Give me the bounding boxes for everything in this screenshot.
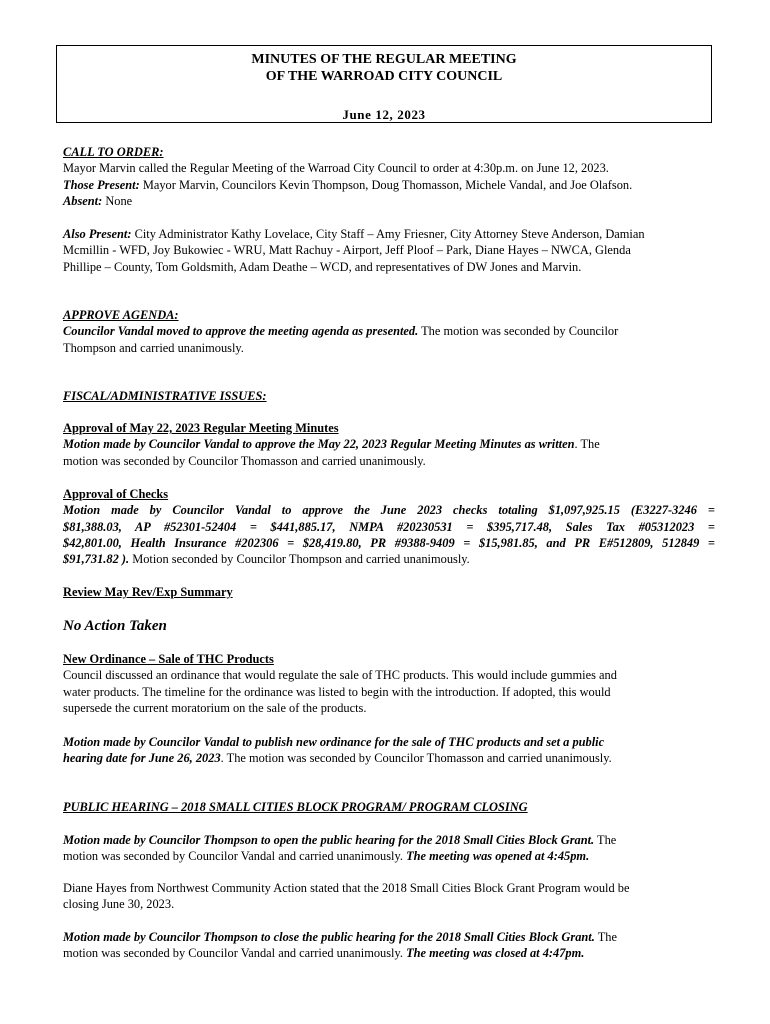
absent-line bbox=[63, 193, 715, 209]
minutes-approval-section bbox=[63, 420, 715, 469]
approve-agenda-line-2: Thompson and carried unanimously. bbox=[63, 340, 244, 355]
title-line-2: OF THE WARROAD CITY COUNCIL bbox=[265, 69, 503, 84]
minutes-approval-motion: Motion made by Councilor Vandal to approve the May 22, 2023 Regular Meeting Minutes as written bbox=[63, 437, 575, 452]
fiscal-heading: FISCAL/ADMINISTRATIVE ISSUES: bbox=[63, 389, 267, 403]
fiscal-heading-block bbox=[63, 388, 715, 404]
no-action-block bbox=[63, 617, 715, 635]
thc-ordinance-line-2: water products. The timeline for the ordinance was listed to begin with the introduction. If adopted, this would bbox=[63, 684, 611, 699]
call-to-order-text: Mayor Marvin called the Regular Meeting of the Warroad City Council to order at 4:30p.m. on June 12, 2023. bbox=[63, 161, 609, 176]
hearing-open-rest-2: motion was seconded by Councilor Vandal and carried unanimously. bbox=[63, 849, 407, 864]
also-present-section bbox=[63, 226, 715, 275]
those-present-text: Mayor Marvin, Councilors Kevin Thompson, Doug Thomasson, Michele Vandal, and Joe Olafson. bbox=[139, 177, 633, 192]
absent-label: Absent: bbox=[63, 193, 103, 208]
title-line-1: MINUTES OF THE REGULAR MEETING bbox=[251, 52, 517, 67]
also-present-line-3: Phillipe – County, Tom Goldsmith, Adam Deathe – WCD, and representatives of DW Jones and Marvin. bbox=[63, 259, 582, 274]
hearing-close-section bbox=[63, 929, 715, 962]
thc-motion-line-1: Motion made by Councilor Vandal to publish new ordinance for the sale of THC products and set a public bbox=[63, 735, 605, 749]
checks-motion-line-3: $42,801.00, Health Insurance #202306 = $28,419.80, PR #9388-9409 = $15,981.85, and PR E#512809, 512849 = bbox=[63, 535, 715, 550]
thc-motion-line-2 bbox=[63, 750, 715, 766]
thc-motion-rest: . The motion was seconded by Councilor Thomasson and carried unanimously. bbox=[220, 751, 612, 766]
hearing-close-time: The meeting was closed at 4:47pm. bbox=[406, 946, 585, 961]
also-present-line-2: Mcmillin - WFD, Joy Bukowiec - WRU, Matt Rachuy - Airport, Jeff Ploof – Park, Diane Hayes – NWCA, Glenda bbox=[63, 243, 631, 258]
minutes-header-box bbox=[56, 45, 712, 123]
hearing-open-line-2 bbox=[63, 848, 715, 864]
hearing-open-rest-1: The bbox=[594, 833, 617, 847]
also-present-text-1: City Administrator Kathy Lovelace, City Staff – Amy Friesner, City Attorney Steve Anderson, Damian bbox=[131, 227, 645, 241]
hearing-open-section bbox=[63, 832, 715, 865]
checks-motion-line-4 bbox=[63, 551, 715, 567]
approve-agenda-motion: Councilor Vandal moved to approve the meeting agenda as presented. bbox=[63, 324, 419, 339]
those-present-label: Those Present: bbox=[63, 177, 140, 192]
thc-motion-date: hearing date for June 26, 2023 bbox=[63, 751, 221, 766]
approve-agenda-heading: APPROVE AGENDA: bbox=[63, 308, 179, 322]
hearing-open-line-1 bbox=[63, 832, 715, 848]
also-present-line-1 bbox=[63, 226, 715, 242]
those-present-line bbox=[63, 177, 715, 193]
hearing-close-rest-2: motion was seconded by Councilor Vandal and carried unanimously. bbox=[63, 946, 407, 961]
checks-motion-line-2: $81,388.03, AP #52301-52404 = $441,885.17, NMPA #20230531 = $395,717.48, Sales Tax #05312023 = bbox=[63, 519, 715, 534]
checks-approval-heading: Approval of Checks bbox=[63, 487, 169, 501]
minutes-approval-line-2: motion was seconded by Councilor Thomasson and carried unanimously. bbox=[63, 453, 426, 468]
checks-approval-section bbox=[63, 486, 715, 567]
hearing-close-line-2 bbox=[63, 945, 715, 961]
also-present-label: Also Present: bbox=[63, 227, 132, 241]
checks-motion-line-1: Motion made by Councilor Vandal to approve the June 2023 checks totaling $1,097,925.15 (E3227-3246 = bbox=[63, 503, 715, 518]
approve-agenda-rest-1: The motion was seconded by Councilor bbox=[418, 324, 619, 339]
thc-ordinance-heading: New Ordinance – Sale of THC Products bbox=[63, 652, 274, 666]
hearing-close-motion: Motion made by Councilor Thompson to close the public hearing for the 2018 Small Cities Block Grant. bbox=[63, 930, 595, 944]
public-hearing-heading-block bbox=[63, 799, 715, 815]
meeting-date: June 12, 2023 bbox=[342, 107, 426, 122]
thc-ordinance-section bbox=[63, 651, 715, 716]
hearing-open-time: The meeting was opened at 4:45pm. bbox=[406, 849, 590, 864]
approve-agenda-line-1 bbox=[63, 323, 715, 339]
hearing-close-line-1 bbox=[63, 929, 715, 945]
hearing-close-rest-1: The bbox=[594, 930, 617, 944]
thc-ordinance-line-1: Council discussed an ordinance that would regulate the sale of THC products. This would include gummies and bbox=[63, 668, 617, 683]
no-action-text: No Action Taken bbox=[63, 618, 167, 634]
thc-motion-section bbox=[63, 734, 715, 767]
thc-ordinance-line-3: supersede the current moratorium on the sale of the products. bbox=[63, 700, 367, 715]
minutes-approval-heading: Approval of May 22, 2023 Regular Meeting Minutes bbox=[63, 421, 339, 435]
review-summary-heading: Review May Rev/Exp Summary bbox=[63, 585, 233, 599]
call-to-order-heading: CALL TO ORDER: bbox=[63, 145, 164, 159]
absent-text: None bbox=[102, 193, 133, 208]
review-summary-section bbox=[63, 584, 715, 600]
minutes-approval-line-1 bbox=[63, 436, 715, 452]
checks-motion-rest: Motion seconded by Councilor Thompson and carried unanimously. bbox=[129, 552, 470, 567]
call-to-order-section bbox=[63, 144, 715, 209]
hayes-statement-line-2: closing June 30, 2023. bbox=[63, 897, 175, 912]
hearing-open-motion: Motion made by Councilor Thompson to open the public hearing for the 2018 Small Cities Block Grant. bbox=[63, 833, 595, 847]
public-hearing-heading: PUBLIC HEARING – 2018 SMALL CITIES BLOCK PROGRAM/ PROGRAM CLOSING bbox=[63, 800, 528, 814]
hayes-statement-line-1: Diane Hayes from Northwest Community Action stated that the 2018 Small Cities Block Grant Program would be bbox=[63, 881, 630, 895]
hayes-statement-section bbox=[63, 880, 715, 913]
minutes-approval-rest-1: . The bbox=[574, 437, 600, 452]
checks-motion-amount: $91,731.82 ). bbox=[63, 552, 130, 567]
approve-agenda-section bbox=[63, 307, 715, 356]
